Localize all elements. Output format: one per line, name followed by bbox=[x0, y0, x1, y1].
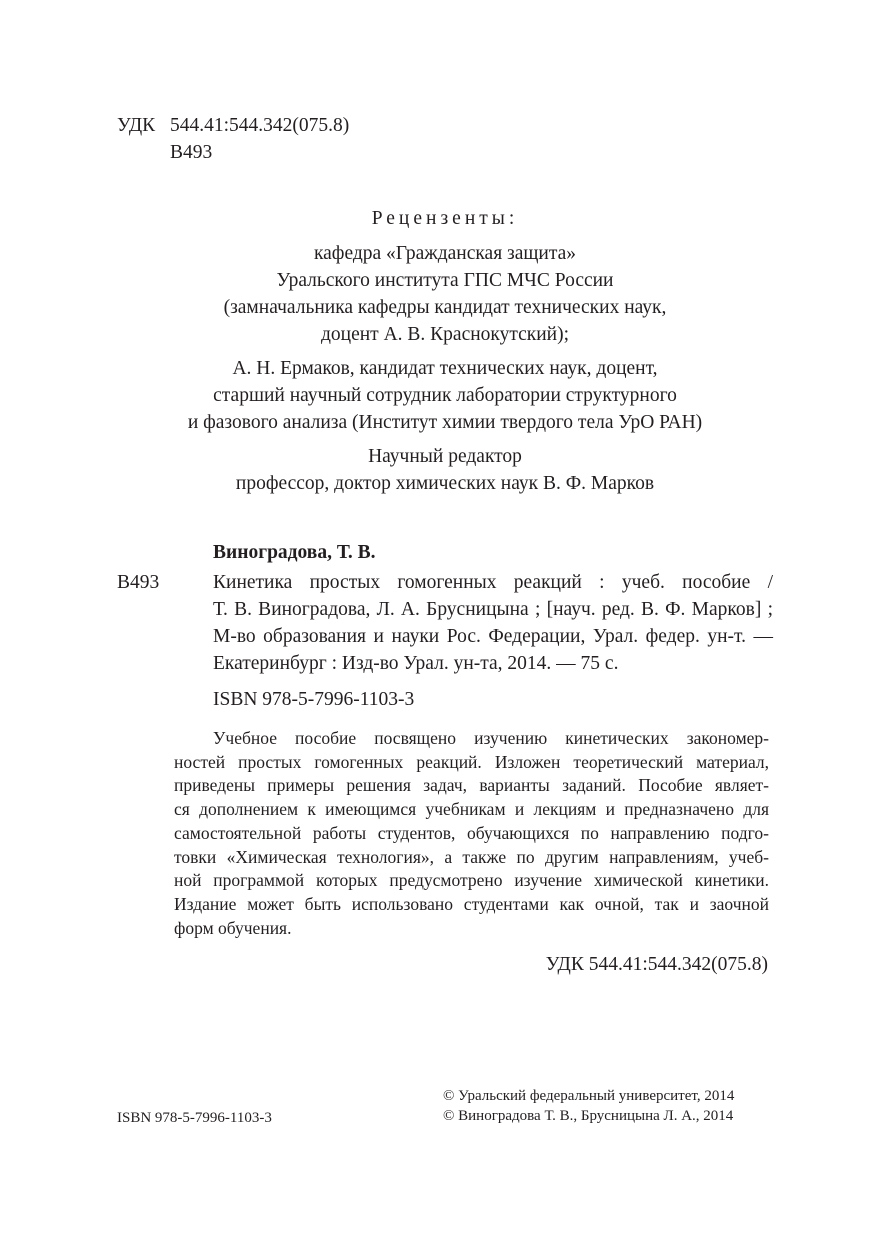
biblio-line: Т. В. Виноградова, Л. А. Брусницына ; [науч. ред. В. Ф. Марков] ; bbox=[213, 599, 773, 620]
abstract bbox=[174, 727, 769, 940]
isbn: ISBN 978-5-7996-1103-3 bbox=[213, 689, 415, 710]
abstract-line: Издание может быть использовано студентами как очной, так и заочной bbox=[174, 893, 769, 914]
abstract-line: ся дополнением к имеющимся учебникам и лекциям и предназначено для bbox=[174, 799, 769, 820]
udk-code: 544.41:544.342(075.8) bbox=[170, 115, 350, 136]
abstract-line: форм обучения. bbox=[174, 917, 292, 938]
biblio-line: Екатеринбург : Изд-во Урал. ун-та, 2014. — 75 с. bbox=[213, 653, 619, 674]
reviewer-line: и фазового анализа (Институт химии твердого тела УрО РАН) bbox=[187, 412, 703, 433]
copyright-notices bbox=[443, 1086, 734, 1126]
author-heading: Виноградова, Т. В. bbox=[213, 542, 376, 563]
biblio-line: М-во образования и науки Рос. Федерации, Урал. федер. ун-т. — bbox=[213, 626, 773, 647]
scientific-editor-block bbox=[100, 443, 790, 497]
reviewer-line: (замначальника кафедры кандидат технических наук, bbox=[223, 297, 667, 318]
abstract-line: ной программой которых предусмотрено изучение химической кинетики. bbox=[174, 870, 769, 891]
abstract-line: товки «Химическая технология», а также по другим направлениям, учеб- bbox=[174, 846, 769, 867]
author-mark: В493 bbox=[170, 142, 213, 163]
reviewers-heading: Рецензенты: bbox=[371, 208, 519, 229]
copyright-line: © Виноградова Т. В., Брусницына Л. А., 2014 bbox=[443, 1108, 734, 1124]
abstract-line: Учебное пособие посвящено изучению кинетических закономер- bbox=[213, 728, 769, 748]
udk-label: УДК bbox=[117, 115, 156, 136]
reviewer-block bbox=[100, 240, 790, 348]
udk-header bbox=[117, 112, 349, 166]
reviewer-line: старший научный сотрудник лаборатории структурного bbox=[213, 385, 677, 406]
editor-line: профессор, доктор химических наук В. Ф. Марков bbox=[235, 473, 655, 494]
editor-line: Научный редактор bbox=[368, 446, 522, 467]
reviewer-line: Уральского института ГПС МЧС России bbox=[276, 270, 614, 291]
call-code: В493 bbox=[117, 572, 160, 593]
reviewer-block bbox=[100, 355, 790, 436]
copyright-line: © Уральский федеральный университет, 2014 bbox=[443, 1088, 735, 1104]
abstract-line: приведены примеры решения задач, варианты заданий. Пособие являет- bbox=[174, 775, 769, 796]
udk-footer: УДК 544.41:544.342(075.8) bbox=[545, 954, 768, 975]
reviewer-line: доцент А. В. Краснокутский); bbox=[320, 324, 570, 345]
abstract-line: ностей простых гомогенных реакций. Изложен теоретический материал, bbox=[174, 751, 769, 772]
abstract-line: самостоятельной работы студентов, обучающихся по направлению подго- bbox=[174, 822, 769, 843]
reviewer-line: А. Н. Ермаков, кандидат технических наук, доцент, bbox=[232, 358, 658, 379]
bibliographic-description bbox=[213, 569, 773, 677]
reviewers-section bbox=[100, 205, 790, 504]
reviewer-line: кафедра «Гражданская защита» bbox=[313, 243, 577, 264]
footer-isbn: ISBN 978-5-7996-1103-3 bbox=[117, 1110, 272, 1126]
biblio-line: Кинетика простых гомогенных реакций : учеб. пособие / bbox=[213, 572, 773, 593]
